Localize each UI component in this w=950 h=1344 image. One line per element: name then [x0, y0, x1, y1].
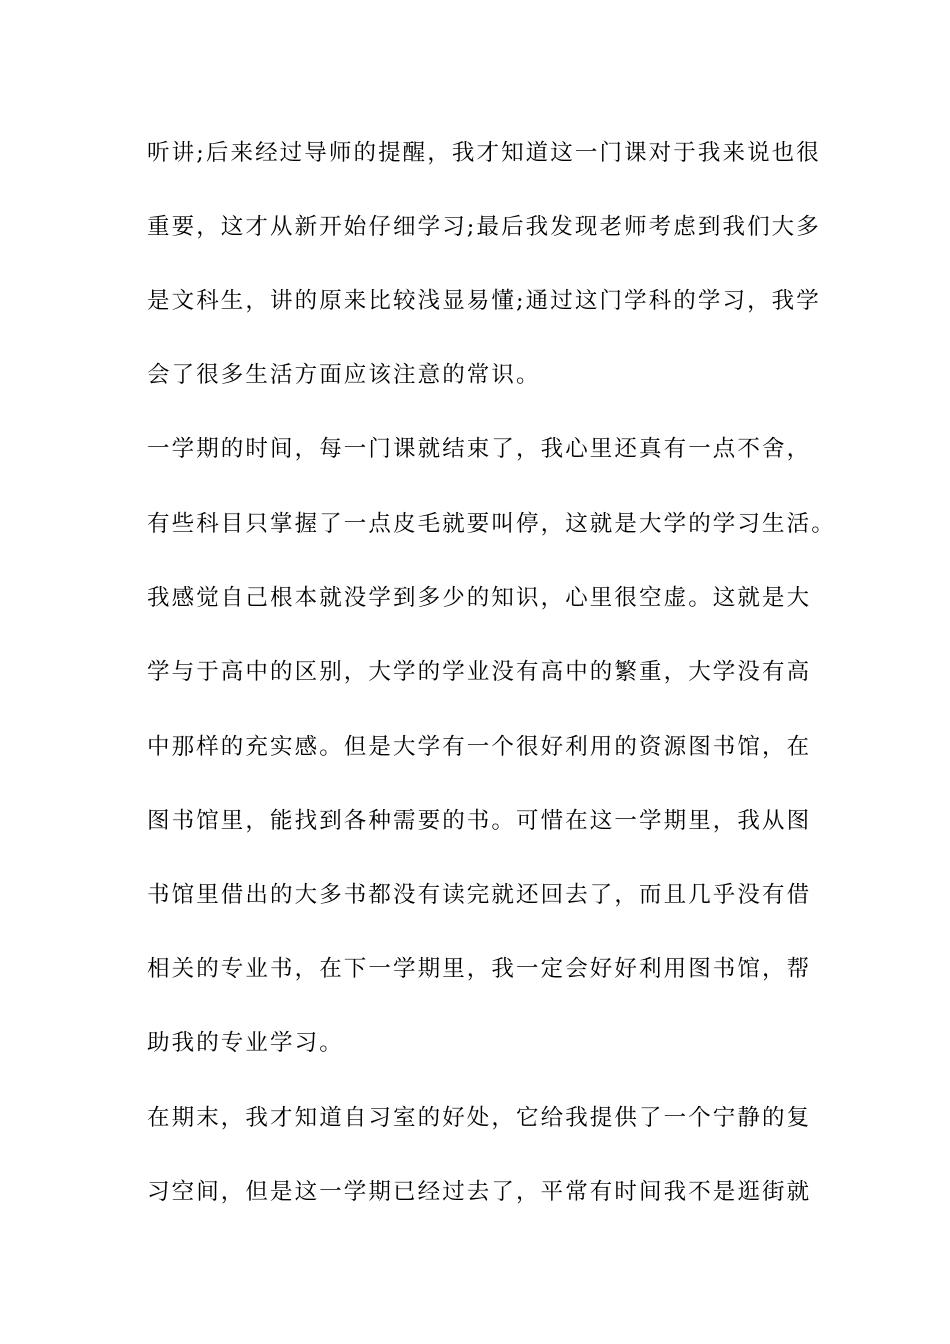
- text-line: 听讲;后来经过导师的提醒，我才知道这一门课对于我来说也很: [147, 140, 821, 166]
- text-line: 是文科生，讲的原来比较浅显易懂;通过这门学科的学习，我学: [147, 288, 821, 314]
- text-line: 在期末，我才知道自习室的好处，它给我提供了一个宁静的复: [147, 1105, 812, 1131]
- text-line: 习空间，但是这一学期已经过去了，平常有时间我不是逛街就: [147, 1179, 812, 1205]
- text-line: 图书馆里，能找到各种需要的书。可惜在这一学期里，我从图: [147, 808, 812, 834]
- text-line: 书馆里借出的大多书都没有读完就还回去了，而且几乎没有借: [147, 882, 812, 908]
- text-line: 一学期的时间，每一门课就结束了，我心里还真有一点不舍，: [147, 436, 812, 462]
- text-line: 重要，这才从新开始仔细学习;最后我发现老师考虑到我们大多: [147, 214, 821, 240]
- text-line: 有些科目只掌握了一点皮毛就要叫停，这就是大学的学习生活。: [147, 511, 836, 537]
- text-line: 助我的专业学习。: [147, 1030, 344, 1056]
- text-line: 中那样的充实感。但是大学有一个很好利用的资源图书馆，在: [147, 734, 812, 760]
- text-line: 我感觉自己根本就没学到多少的知识，心里很空虚。这就是大: [147, 585, 812, 611]
- text-line: 相关的专业书，在下一学期里，我一定会好好利用图书馆，帮: [147, 956, 812, 982]
- text-line: 学与于高中的区别，大学的学业没有高中的繁重，大学没有高: [147, 659, 812, 685]
- text-line: 会了很多生活方面应该注意的常识。: [147, 362, 541, 388]
